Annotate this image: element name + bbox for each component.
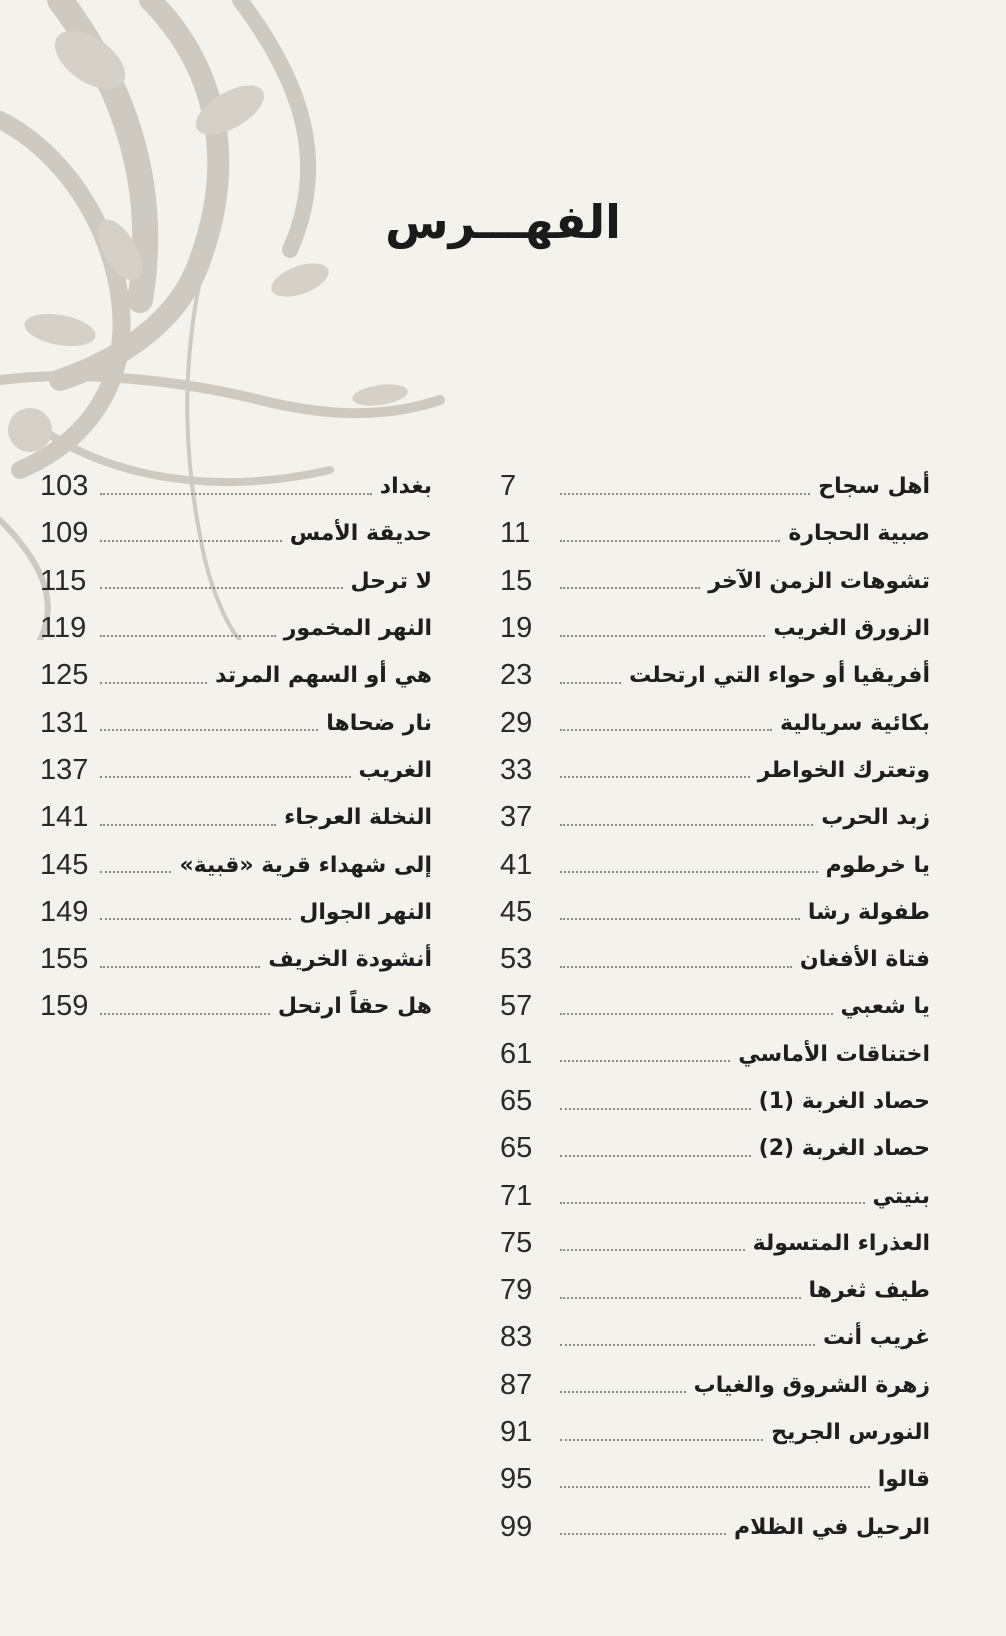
- toc-entry-title: إلى شهداء قرية «قبية»: [179, 852, 432, 878]
- dot-leader: [100, 776, 351, 778]
- toc-page-number: 95: [500, 1463, 533, 1496]
- toc-page-number: 155: [40, 943, 89, 976]
- dot-leader: [560, 1297, 801, 1299]
- toc-entry: [500, 1314, 930, 1361]
- toc-entry: [40, 652, 432, 699]
- toc-page-number: 15: [500, 564, 533, 597]
- dot-leader: [560, 1486, 870, 1488]
- dot-leader: [560, 1533, 726, 1535]
- toc-entry-title: غريب أنت: [822, 1325, 930, 1351]
- toc-entry-title: أهل سجاح: [818, 474, 930, 500]
- toc-page-number: 83: [500, 1321, 533, 1354]
- toc-page-number: 37: [500, 801, 533, 834]
- toc-entry: [500, 558, 930, 605]
- toc-page-number: 131: [40, 706, 89, 739]
- toc-entry-title: اختناقات الأماسي: [738, 1041, 930, 1067]
- toc-entry: [40, 841, 432, 888]
- toc-entry-title: قالوا: [877, 1467, 930, 1493]
- toc-page-number: 61: [500, 1037, 533, 1070]
- toc-entry: [500, 1267, 930, 1314]
- dot-leader: [560, 540, 780, 542]
- toc-entry-title: لا ترحل: [350, 568, 432, 594]
- toc-page-number: 53: [500, 943, 533, 976]
- toc-page-number: 7: [500, 470, 517, 503]
- toc-entry: [500, 1078, 930, 1125]
- dot-leader: [560, 776, 750, 778]
- toc-entry-title: يا خرطوم: [825, 852, 930, 878]
- toc-entry: [500, 1362, 930, 1409]
- toc-entry: [40, 699, 432, 746]
- toc-entry: [500, 463, 930, 510]
- dot-leader: [100, 635, 276, 637]
- toc-entry-title: بكائية سريالية: [780, 710, 930, 736]
- toc-page-number: 103: [40, 470, 89, 503]
- toc-entry: [500, 983, 930, 1030]
- toc-entry-title: طيف ثغرها: [808, 1278, 930, 1304]
- toc-page-number: 125: [40, 659, 89, 692]
- toc-entry-title: وتعترك الخواطر: [757, 757, 930, 783]
- toc-page-number: 29: [500, 706, 533, 739]
- toc-entry-title: النورس الجريح: [771, 1420, 930, 1446]
- toc-entry: [40, 605, 432, 652]
- toc-entry: [500, 510, 930, 557]
- dot-leader: [100, 682, 207, 684]
- dot-leader: [560, 1013, 833, 1015]
- toc-entry-title: طفولة رشا: [807, 899, 930, 925]
- toc-page-number: 75: [500, 1226, 533, 1259]
- toc-entry-title: زبد الحرب: [821, 805, 930, 831]
- toc-entry: [500, 889, 930, 936]
- toc-page-number: 41: [500, 848, 533, 881]
- toc-entry: [40, 889, 432, 936]
- toc-page-number: 87: [500, 1368, 533, 1401]
- toc-entry: [500, 1172, 930, 1219]
- dot-leader: [560, 1155, 751, 1157]
- toc-entry-title: تشوهات الزمن الآخر: [708, 568, 930, 594]
- toc-page-number: 141: [40, 801, 89, 834]
- toc-page-number: 11: [500, 517, 531, 550]
- toc-entry-title: أفريقيا أو حواء التي ارتحلت: [629, 663, 930, 689]
- toc-entry: [40, 794, 432, 841]
- dot-leader: [560, 1249, 745, 1251]
- toc-entry-title: الرحيل في الظلام: [733, 1514, 930, 1540]
- toc-entry: [500, 1504, 930, 1551]
- toc-entry: [500, 936, 930, 983]
- toc-entry: [40, 747, 432, 794]
- toc-entry: [500, 1456, 930, 1503]
- toc-page-number: 65: [500, 1132, 533, 1165]
- dot-leader: [560, 729, 772, 731]
- dot-leader: [560, 682, 621, 684]
- dot-leader: [100, 493, 372, 495]
- toc-entry-title: حصاد الغربة (1): [758, 1089, 930, 1114]
- toc-page-number: 115: [40, 564, 87, 597]
- dot-leader: [100, 871, 171, 873]
- toc-entry-title: نار ضحاها: [326, 710, 432, 736]
- toc-entry: [500, 1409, 930, 1456]
- toc-page-number: 99: [500, 1510, 533, 1543]
- dot-leader: [100, 587, 343, 589]
- toc-entry-title: يا شعبي: [840, 994, 930, 1020]
- toc-page-number: 119: [40, 612, 87, 645]
- toc-entry-title: الغريب: [358, 757, 432, 783]
- dot-leader: [560, 871, 818, 873]
- toc-entry-title: بنيتي: [872, 1183, 930, 1209]
- toc-entry-title: العذراء المتسولة: [752, 1230, 930, 1256]
- toc-page-number: 137: [40, 753, 89, 786]
- toc-page-number: 45: [500, 895, 533, 928]
- dot-leader: [560, 824, 813, 826]
- toc-page-number: 149: [40, 895, 89, 928]
- dot-leader: [100, 540, 282, 542]
- toc-page-number: 23: [500, 659, 533, 692]
- toc-entry-title: الزورق الغريب: [773, 616, 930, 642]
- toc-page-number: 65: [500, 1085, 533, 1117]
- toc-page-number: 33: [500, 753, 533, 786]
- dot-leader: [560, 1202, 865, 1204]
- dot-leader: [560, 1108, 751, 1110]
- dot-leader: [560, 635, 765, 637]
- dot-leader: [560, 1439, 763, 1441]
- toc-entry-title: هل حقاً ارتحل: [277, 994, 432, 1020]
- toc-entry: [40, 936, 432, 983]
- dot-leader: [560, 966, 792, 968]
- toc-entry: [500, 1125, 930, 1172]
- dot-leader: [100, 918, 291, 920]
- dot-leader: [560, 1344, 815, 1346]
- dot-leader: [560, 493, 810, 495]
- toc-entry-title: حصاد الغربة (2): [758, 1136, 930, 1162]
- toc-entry-title: النهر المخمور: [283, 616, 432, 642]
- dot-leader: [100, 729, 318, 731]
- toc-entry: [500, 794, 930, 841]
- toc-entry-title: هي أو السهم المرتد: [215, 663, 432, 689]
- toc-page-number: 19: [500, 612, 533, 645]
- dot-leader: [100, 824, 276, 826]
- toc-right-column: [500, 463, 930, 1551]
- toc-entry-title: النهر الجوال: [299, 899, 432, 925]
- toc-entry: [40, 463, 432, 510]
- toc-entry-title: فتاة الأفغان: [799, 947, 930, 973]
- toc-entry-title: بغداد: [379, 474, 432, 500]
- dot-leader: [560, 1060, 730, 1062]
- dot-leader: [560, 918, 800, 920]
- toc-page-number: 57: [500, 990, 533, 1023]
- dot-leader: [100, 1013, 270, 1015]
- toc-page-number: 71: [500, 1179, 533, 1212]
- toc-entry-title: زهرة الشروق والغياب: [693, 1372, 930, 1398]
- toc-entry: [500, 605, 930, 652]
- toc-entry: [500, 699, 930, 746]
- toc-entry: [40, 510, 432, 557]
- toc-entry-title: النخلة العرجاء: [284, 805, 432, 831]
- dot-leader: [560, 1391, 686, 1393]
- toc-entry: [500, 652, 930, 699]
- toc-page-number: 109: [40, 517, 89, 550]
- toc-entry-title: صبية الحجارة: [788, 521, 930, 547]
- dot-leader: [560, 587, 700, 589]
- toc-entry-title: أنشودة الخريف: [268, 947, 432, 973]
- toc-entry: [40, 558, 432, 605]
- toc-left-column: [40, 463, 432, 1031]
- toc-page-number: 145: [40, 848, 89, 881]
- toc-entry: [40, 983, 432, 1030]
- toc-entry: [500, 747, 930, 794]
- dot-leader: [100, 966, 260, 968]
- toc-entry-title: حديقة الأمس: [289, 521, 432, 547]
- toc-entry: [500, 841, 930, 888]
- toc-page-number: 91: [500, 1416, 533, 1449]
- page-title: الفهـــرس: [385, 195, 621, 249]
- toc-entry: [500, 1220, 930, 1267]
- toc-entry: [500, 1031, 930, 1078]
- toc-page-number: 79: [500, 1274, 533, 1307]
- toc-page-number: 159: [40, 990, 89, 1023]
